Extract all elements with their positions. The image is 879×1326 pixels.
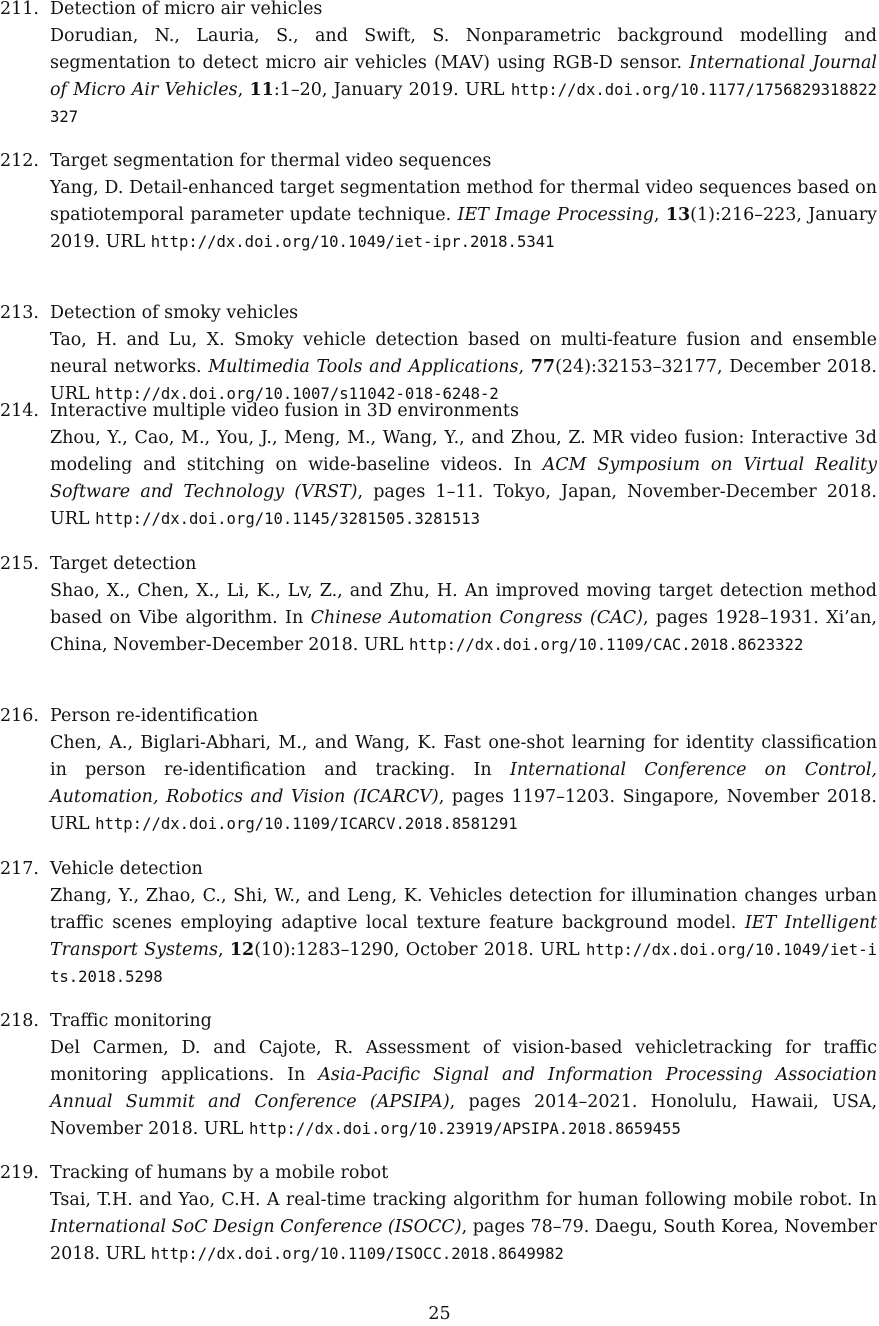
citation-details: (10):1283–1290, October 2018. URL xyxy=(254,940,580,960)
citation-details: , pages 1197–1203. Singapore, November 2018. URL xyxy=(50,787,877,834)
citation-paper-title: Vehicles detection for illumination changes urban traffic scenes employing adaptive local texture feature background model. xyxy=(50,886,877,933)
citation-venue: International Journal of Micro Air Vehicles xyxy=(50,53,877,100)
entry-citation xyxy=(50,578,877,659)
entry-number: 214. xyxy=(0,401,39,421)
citation-url-link[interactable]: http://dx.doi.org/10.1109/ICARCV.2018.8581291 xyxy=(95,815,518,833)
entry-citation xyxy=(50,1035,877,1143)
entry-citation xyxy=(50,1187,877,1268)
citation-url-link[interactable]: http://dx.doi.org/10.1007/s11042-018-6248-2 xyxy=(95,385,499,403)
citation-venue: Asia-Pacific Signal and Information Processing Association Annual Summit and Conference (APSIPA) xyxy=(50,1065,877,1112)
citation-volume: 12 xyxy=(229,940,255,960)
citation-details: , pages 1–11. Tokyo, Japan, November-December 2018. URL xyxy=(50,482,877,529)
reference-entry xyxy=(0,300,877,408)
entry-citation: Zhang, Y., Zhao, C., Shi, W., and Leng, K. Vehicles detection for illumination changes urban traffic scenes employing adaptive local texture feature background model. IET Intelligent Transport Systems, 12(10):1283–1290, October 2018. URL http://dx.doi.org/10.1049/iet-its.2018.5298 xyxy=(50,886,877,986)
citation-authors: Dorudian, N., Lauria, S., and Swift, S. xyxy=(50,26,450,46)
entry-citation: Tao, H. and Lu, X. Smoky vehicle detection based on multi-feature fusion and ensemble neural networks. Multimedia Tools and Applications, 77(24):32153–32177, December 2018. URL http://dx.doi.org/10.1007/s11042-018-6248-2 xyxy=(50,330,877,404)
citation-authors: Zhou, Y., Cao, M., You, J., Meng, M., Wang, Y., and Zhou, Z. xyxy=(50,428,586,448)
entry-citation xyxy=(50,425,877,533)
citation-authors: Chen, A., Biglari-Abhari, M., and Wang, K. xyxy=(50,733,437,753)
citation-url-link[interactable]: http://dx.doi.org/10.1145/3281505.3281513 xyxy=(95,510,481,528)
citation-paper-title: Nonparametric background modelling and segmentation to detect micro air vehicles (MAV) using RGB-D sensor. xyxy=(50,26,877,73)
citation-paper-title: Fast one-shot learning for identity classification in person re-identification and tracking. In xyxy=(50,733,877,780)
citation-venue: Multimedia Tools and Applications xyxy=(208,357,519,377)
entry-title: Target segmentation for thermal video sequences xyxy=(50,151,492,171)
citation-authors: Yang, D. xyxy=(50,178,124,198)
citation-url-link[interactable]: http://dx.doi.org/10.1049/iet-its.2018.5298 xyxy=(50,941,877,986)
entry-number: 217. xyxy=(0,859,39,879)
citation-volume: 13 xyxy=(665,205,691,225)
citation-url-link[interactable]: http://dx.doi.org/10.1109/ISOCC.2018.8649982 xyxy=(150,1245,564,1263)
reference-entry xyxy=(0,703,877,838)
citation-venue: ACM Symposium on Virtual Reality Software and Technology (VRST) xyxy=(50,455,877,502)
citation-authors: Zhang, Y., Zhao, C., Shi, W., and Leng, K. xyxy=(50,886,423,906)
citation-venue: International Conference on Control, Automation, Robotics and Vision (ICARCV) xyxy=(50,760,877,807)
citation-paper-title: A real-time tracking algorithm for human following mobile robot. In xyxy=(266,1190,877,1210)
reference-entry xyxy=(0,0,877,131)
entry-title: Detection of smoky vehicles xyxy=(50,303,299,323)
citation-details: :1–20, January 2019. URL xyxy=(273,80,505,100)
citation-paper-title: Assessment of vision-based vehicletracking for traffic monitoring applications. In xyxy=(50,1038,877,1085)
reference-entry xyxy=(0,1160,877,1268)
citation-venue: International SoC Design Conference (ISOCC) xyxy=(50,1217,462,1237)
reference-entry xyxy=(0,148,877,256)
entry-number: 212. xyxy=(0,151,39,171)
citation-details: , pages 1928–1931. Xi’an, China, November-December 2018. URL xyxy=(50,608,877,655)
entry-title: Interactive multiple video fusion in 3D environments xyxy=(50,401,519,421)
entry-citation: Yang, D. Detail-enhanced target segmentation method for thermal video sequences based on spatiotemporal parameter update technique. IET Image Processing, 13(1):216–223, January 2019. URL http://dx.doi.org/10.1049/iet-ipr.2018.5341 xyxy=(50,178,877,252)
citation-paper-title: An improved moving target detection method based on Vibe algorithm. In xyxy=(50,581,877,628)
page-number: 25 xyxy=(428,1304,451,1324)
citation-details: (24):32153–32177, December 2018. URL xyxy=(50,357,877,404)
entry-number: 211. xyxy=(0,0,39,19)
citation-url-link[interactable]: http://dx.doi.org/10.23919/APSIPA.2018.8659455 xyxy=(248,1120,681,1138)
reference-entry xyxy=(0,856,877,991)
entry-title: Traffic monitoring xyxy=(50,1011,212,1031)
entry-title: Detection of micro air vehicles xyxy=(50,0,323,19)
citation-venue: IET Image Processing xyxy=(457,205,654,225)
entry-title: Tracking of humans by a mobile robot xyxy=(50,1163,389,1183)
citation-venue: Chinese Automation Congress (CAC) xyxy=(310,608,643,628)
entry-number: 213. xyxy=(0,303,39,323)
reference-entry xyxy=(0,398,877,533)
reference-entry xyxy=(0,1008,877,1143)
citation-paper-title: MR video fusion: Interactive 3d modeling and stitching on wide-baseline videos. In xyxy=(50,428,877,475)
entry-title: Target detection xyxy=(50,554,197,574)
citation-authors: Tao, H. and Lu, X. xyxy=(50,330,225,350)
citation-url-link[interactable]: http://dx.doi.org/10.1049/iet-ipr.2018.5341 xyxy=(150,233,555,251)
entry-number: 216. xyxy=(0,706,39,726)
entry-citation xyxy=(50,730,877,838)
citation-details: , pages 2014–2021. Honolulu, Hawaii, USA, November 2018. URL xyxy=(50,1092,878,1139)
entry-citation: Dorudian, N., Lauria, S., and Swift, S. Nonparametric background modelling and segmentation to detect micro air vehicles (MAV) using RGB-D sensor. International Journal of Micro Air Vehicles, 11:1–20, January 2019. URL http://dx.doi.org/10.1177/1756829318822327 xyxy=(50,26,877,126)
entry-number: 219. xyxy=(0,1163,39,1183)
entry-title: Person re-identification xyxy=(50,706,259,726)
citation-paper-title: Detail-enhanced target segmentation method for thermal video sequences based on spatiotemporal parameter update technique. xyxy=(50,178,877,225)
citation-venue: IET Intelligent Transport Systems xyxy=(50,913,877,960)
entry-number: 215. xyxy=(0,554,39,574)
citation-volume: 77 xyxy=(530,357,556,377)
reference-entry xyxy=(0,551,877,659)
entry-number: 218. xyxy=(0,1011,39,1031)
citation-authors: Shao, X., Chen, X., Li, K., Lv, Z., and Zhu, H. xyxy=(50,581,458,601)
citation-url-link[interactable]: http://dx.doi.org/10.1109/CAC.2018.8623322 xyxy=(409,636,804,654)
citation-details: , pages 78–79. Daegu, South Korea, November 2018. URL xyxy=(50,1217,877,1264)
citation-authors: Tsai, T.H. and Yao, C.H. xyxy=(50,1190,261,1210)
citation-details: (1):216–223, January 2019. URL xyxy=(50,205,877,252)
citation-authors: Del Carmen, D. and Cajote, R. xyxy=(50,1038,354,1058)
citation-volume: 11 xyxy=(249,80,274,100)
citation-paper-title: Smoky vehicle detection based on multi-feature fusion and ensemble neural networks. xyxy=(50,330,877,377)
citation-url-link[interactable]: http://dx.doi.org/10.1177/1756829318822327 xyxy=(50,81,877,126)
entry-title: Vehicle detection xyxy=(50,859,203,879)
